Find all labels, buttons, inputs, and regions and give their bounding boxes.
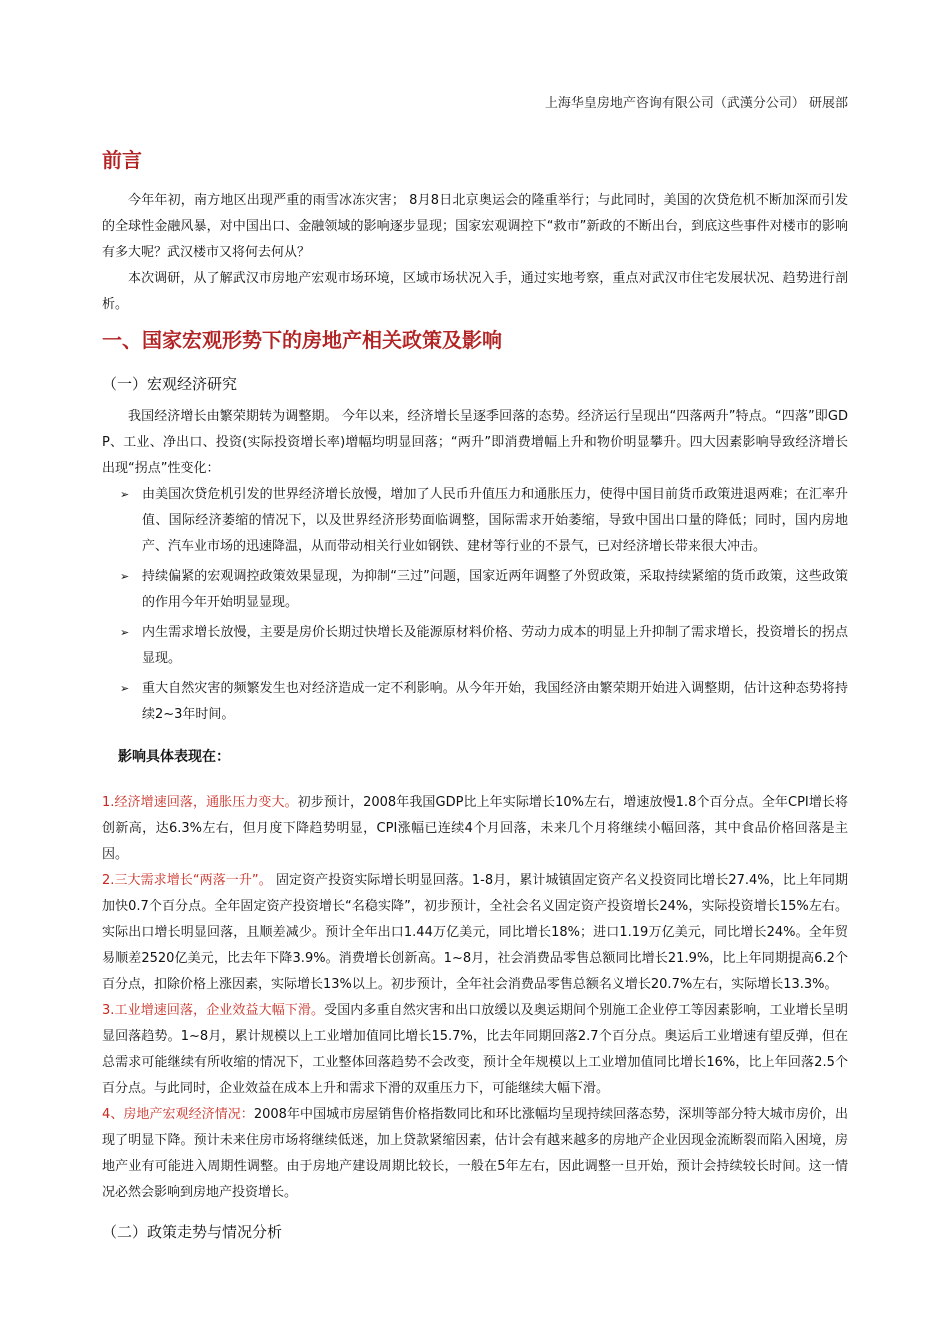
- impact-item-4: 4、房地产宏观经济情况：2008年中国城市房屋销售价格指数同比和环比涨幅均呈现持续回落态势，深圳等部分特大城市房价，出现了明显下降。预计未来住房市场将继续低迷，加上贷款紧缩因素，估计会有越来越多的房地产企业因现金流断裂而陷入困境，房地产业有可能进入周期性调整。由于房地产建设周期比较长，一般在5年左右，因此调整一旦开始，预计会持续较长时间。这一情况必然会影响到房地产投资增长。: [102, 1107, 848, 1200]
- impact-item-2: 2.三大需求增长“两落一升”。 固定资产投资实际增长明显回落。1-8月，累计城镇固定资产名义投资同比增长27.4%，比上年同期加快0.7个百分点。全年固定资产投资增长“名稳实降”，初步预计，全社会名义固定资产投资增长24%，实际投资增长15%左右。实际出口增长明显回落，且顺差减少。预计全年出口1.44万亿美元，同比增长18%；进口1.19万亿美元，同比增长24%。全年贸易顺差2520亿美元，比去年下降3.9%。消费增长创新高。1~8月，社会消费品零售总额同比增长21.9%，比上年同期提高6.2个百分点，扣除价格上涨因素，实际增长13%以上。初步预计，全年社会消费品零售总额名义增长20.7%左右，实际增长13.3%。: [102, 873, 849, 992]
- document-body: [102, 146, 848, 1252]
- arrow-bullet-icon: ➢: [120, 682, 130, 695]
- sub1-intro: 我国经济增长由繁荣期转为调整期。 今年以来，经济增长呈逐季回落的态势。经济运行呈现出“四落两升”特点。“四落”即GDP、工业、净出口、投资(实际投资增长率)增幅均明显回落；“两升”即消费增幅上升和物价明显攀升。四大因素影响导致经济增长出现“拐点”性变化：: [102, 409, 848, 476]
- sub2-title: （二）政策走势与情况分析: [102, 1223, 283, 1241]
- list-item: ➢ 重大自然灾害的频繁发生也对经济造成一定不利影响。从今年开始，我国经济由繁荣期开始进入调整期，估计这种态势将持续2~3年时间。: [142, 676, 848, 728]
- sub1-title: （一）宏观经济研究: [102, 375, 238, 393]
- impact-item-heading: 1.经济增速回落，通胀压力变大。: [102, 795, 298, 810]
- impact-item-heading: 2.三大需求增长“两落一升”。: [102, 873, 272, 888]
- list-item: ➢ 内生需求增长放慢，主要是房价长期过快增长及能源原材料价格、劳动力成本的明显上升抑制了需求增长，投资增长的拐点显现。: [142, 620, 848, 672]
- arrow-bullet-icon: ➢: [120, 626, 130, 639]
- impact-item-heading: 4、房地产宏观经济情况：: [102, 1107, 254, 1122]
- list-item: ➢ 持续偏紧的宏观调控政策效果显现，为抑制“三过”问题，国家近两年调整了外贸政策，采取持续紧缩的货币政策，这些政策的作用今年开始明显显现。: [142, 564, 848, 616]
- impact-label: 影响具体表现在：: [118, 749, 230, 765]
- preface-paragraph-1: 今年年初，南方地区出现严重的雨雪冰冻灾害； 8月8日北京奥运会的隆重举行；与此同时，美国的次贷危机不断加深而引发的全球性金融风暴，对中国出口、金融领域的影响逐步显现；国家宏观调控下“救市”新政的不断出台，到底这些事件对楼市的影响有多大呢？武汉楼市又将何去何从？: [102, 193, 848, 260]
- impact-item-heading: 3.工业增速回落，企业效益大幅下滑。: [102, 1003, 325, 1018]
- impact-item-1: 1.经济增速回落，通胀压力变大。初步预计，2008年我国GDP比上年实际增长10%左右，增速放慢1.8个百分点。全年CPI增长将创新高，达6.3%左右，但月度下降趋势明显，CPI涨幅已连续4个月回落，未来几个月将继续小幅回落，其中食品价格回落是主因。: [102, 795, 849, 862]
- impact-item-3: 3.工业增速回落，企业效益大幅下滑。受国内多重自然灾害和出口放缓以及奥运期间个别施工企业停工等因素影响，工业增长呈明显回落趋势。1~8月，累计规模以上工业增加值同比增长15.7%，比去年同期回落2.7个百分点。奥运后工业增速有望反弹，但在总需求可能继续有所收缩的情况下，工业整体回落趋势不会改变，预计全年规模以上工业增加值同比增长16%，比上年回落2.5个百分点。与此同时，企业效益在成本上升和需求下滑的双重压力下，可能继续大幅下滑。: [102, 1003, 848, 1096]
- preface-title: 前言: [102, 148, 142, 172]
- list-item: ➢ 由美国次贷危机引发的世界经济增长放慢，增加了人民币升值压力和通胀压力，使得中国目前货币政策进退两难；在汇率升值、国际经济萎缩的情况下，以及世界经济形势面临调整，国际需求开始萎缩，导致中国出口量的降低；同时，国内房地产、汽车业市场的迅速降温，从而带动相关行业如钢铁、建材等行业的不景气，已对经济增长带来很大冲击。: [142, 482, 848, 560]
- arrow-bullet-icon: ➢: [120, 570, 130, 583]
- company-header: 上海华皇房地产咨询有限公司（武漢分公司） 研展部: [544, 96, 848, 111]
- section1-title: 一、国家宏观形势下的房地产相关政策及影响: [102, 328, 502, 352]
- preface-paragraph-2: 本次调研，从了解武汉市房地产宏观市场环境，区域市场状况入手，通过实地考察，重点对武汉市住宅发展状况、趋势进行剖析。: [102, 271, 848, 312]
- factor-list: [102, 482, 848, 728]
- arrow-bullet-icon: ➢: [120, 488, 130, 501]
